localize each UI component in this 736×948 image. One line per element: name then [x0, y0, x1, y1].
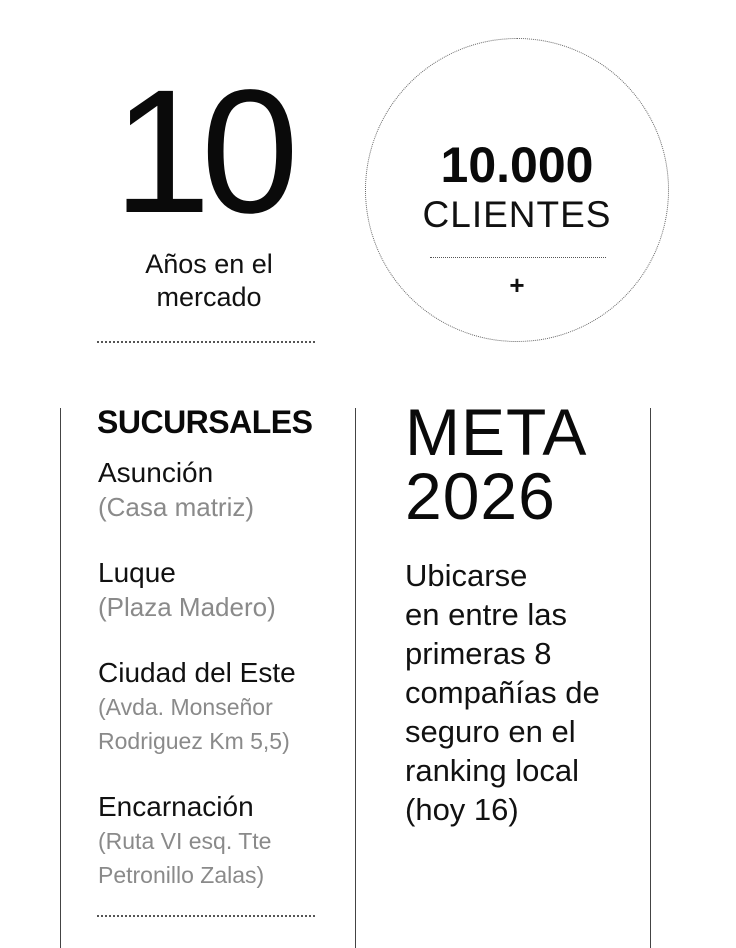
branch-note: (Plaza Madero): [98, 592, 276, 622]
column-rule: [60, 408, 61, 948]
branch-note: (Casa matriz): [98, 492, 255, 522]
divider: [430, 257, 606, 258]
goal-text-line: compañías de: [405, 675, 600, 710]
branch-name: Luque: [98, 557, 176, 588]
branch-item: [98, 790, 271, 892]
divider: [97, 915, 315, 917]
years-label: [86, 248, 332, 314]
branches-title: SUCURSALES: [97, 404, 313, 440]
clients-label: CLIENTES: [422, 194, 612, 235]
years-number: 10: [113, 54, 289, 250]
clients-plus: +: [509, 270, 525, 300]
branch-name: Asunción: [98, 457, 214, 488]
branch-item: [98, 556, 276, 624]
branch-item: [98, 656, 296, 758]
goal-title: [405, 395, 588, 533]
divider: [97, 341, 315, 343]
years-label-line: Años en el: [145, 249, 273, 279]
branch-name: Ciudad del Este: [98, 657, 296, 688]
goal-text-line: en entre las: [405, 597, 567, 632]
goal-title-line: 2026: [405, 459, 556, 533]
goal-text: [405, 556, 645, 829]
branch-note: (Ruta VI esq. Tte: [98, 828, 272, 854]
branch-item: [98, 456, 254, 524]
branch-note: Petronillo Zalas): [98, 862, 265, 888]
branch-name: Encarnación: [98, 791, 254, 822]
goal-text-line: (hoy 16): [405, 792, 519, 827]
goal-text-line: primeras 8: [405, 636, 552, 671]
years-label-line: mercado: [156, 282, 262, 312]
branch-note: (Avda. Monseñor: [98, 694, 273, 720]
branch-note: Rodriguez Km 5,5): [98, 728, 290, 754]
goal-text-line: seguro en el: [405, 714, 576, 749]
clients-number: 10.000: [440, 137, 594, 193]
column-rule: [650, 408, 651, 948]
goal-text-line: Ubicarse: [405, 558, 528, 593]
goal-title-line: META: [405, 395, 588, 469]
column-rule: [355, 408, 356, 948]
goal-text-line: ranking local: [405, 753, 580, 788]
